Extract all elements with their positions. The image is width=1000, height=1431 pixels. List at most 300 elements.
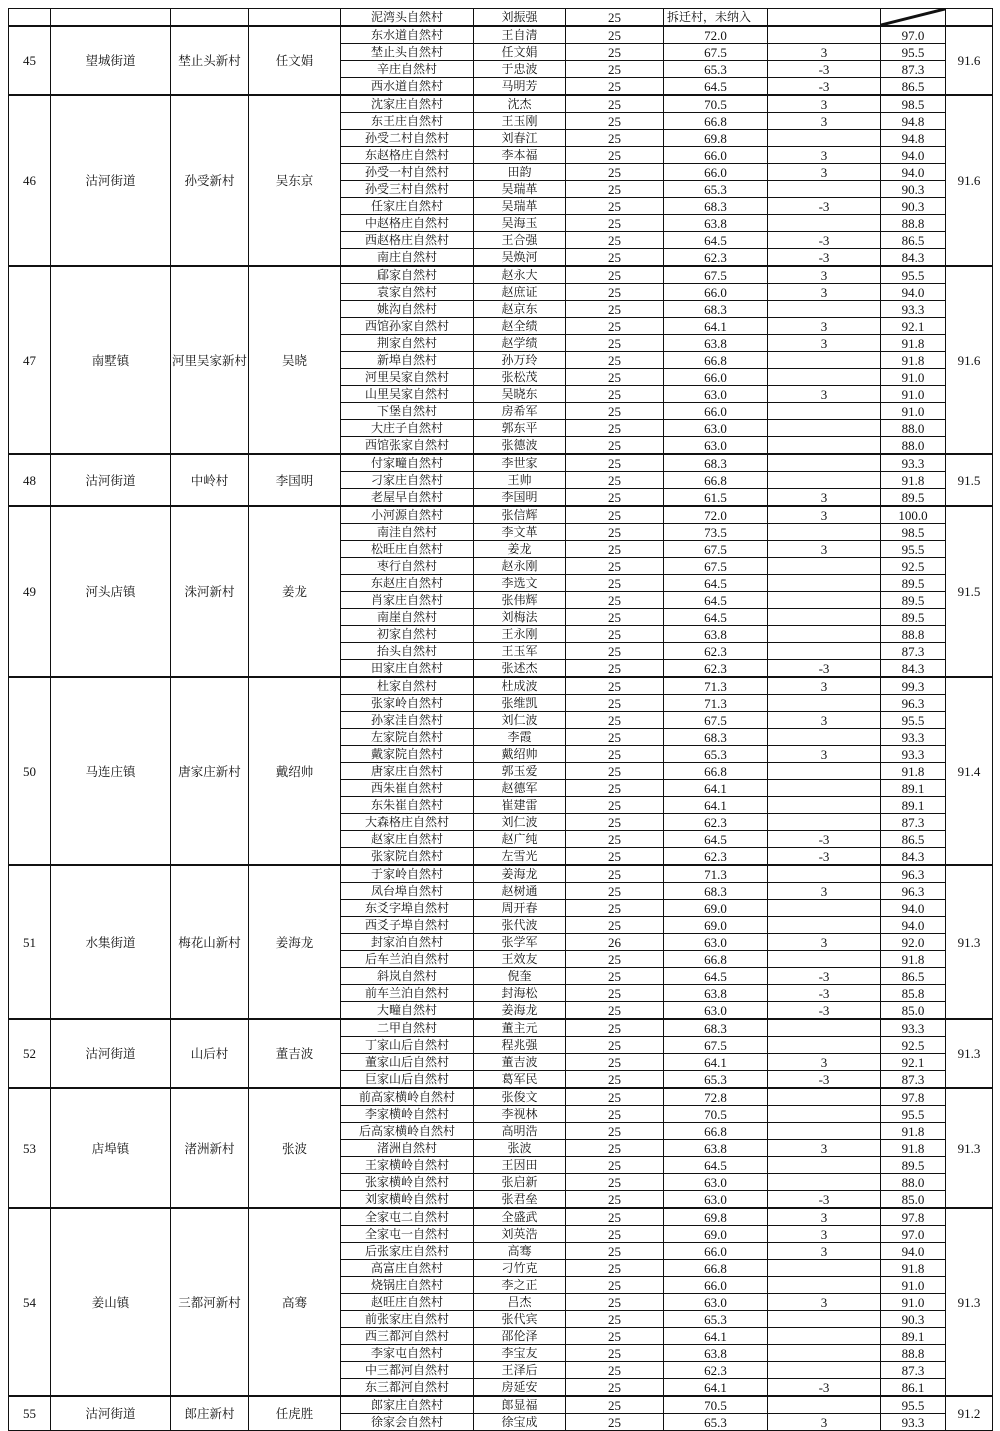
cell-base-score: 25 [566, 712, 664, 729]
cell-adjust: -3 [768, 985, 881, 1002]
cell-village: 后车兰泊自然村 [341, 951, 474, 968]
cell-adjust: 3 [768, 1054, 881, 1071]
cell-total: 98.5 [881, 95, 946, 113]
cell-base-score: 25 [566, 164, 664, 181]
cell-adjust: 3 [768, 147, 881, 164]
cell-village: 前张家庄自然村 [341, 1311, 474, 1328]
cell-score: 67.5 [664, 44, 768, 61]
cell-avg: 91.6 [946, 95, 993, 266]
cell-adjust: 3 [768, 164, 881, 181]
cell-total: 91.0 [881, 403, 946, 420]
cell-village: 前高家横岭自然村 [341, 1088, 474, 1106]
cell-person: 高明浩 [474, 1123, 566, 1140]
cell-no [9, 9, 51, 27]
cell-total: 91.8 [881, 1140, 946, 1157]
cell-adjust [768, 1157, 881, 1174]
cell-base-score: 25 [566, 352, 664, 369]
cell-person: 姜龙 [474, 541, 566, 558]
cell-adjust [768, 1174, 881, 1191]
cell-person: 王永刚 [474, 626, 566, 643]
cell-total: 96.3 [881, 865, 946, 883]
cell-score: 63.8 [664, 1345, 768, 1362]
cell-score: 68.3 [664, 1019, 768, 1037]
cell-village: 杜家自然村 [341, 677, 474, 695]
cell-person: 李国明 [474, 489, 566, 507]
cell-town: 店埠镇 [51, 1088, 171, 1208]
cell-person: 戴绍帅 [474, 746, 566, 763]
cell-base-score: 25 [566, 558, 664, 575]
cell-adjust [768, 1106, 881, 1123]
cell-adjust: -3 [768, 848, 881, 866]
cell-score: 63.0 [664, 420, 768, 437]
cell-no: 49 [9, 506, 51, 677]
cell-base-score: 25 [566, 814, 664, 831]
cell-score: 63.8 [664, 1140, 768, 1157]
cell-score: 66.0 [664, 164, 768, 181]
cell-village: 松旺庄自然村 [341, 541, 474, 558]
cell-base-score: 25 [566, 1243, 664, 1260]
cell-base-score: 25 [566, 1379, 664, 1397]
cell-score: 66.0 [664, 1243, 768, 1260]
cell-leader: 张波 [249, 1088, 341, 1208]
cell-score: 64.5 [664, 968, 768, 985]
cell-base-score: 25 [566, 44, 664, 61]
cell-adjust [768, 814, 881, 831]
table-row [9, 95, 993, 113]
cell-base-score: 25 [566, 831, 664, 848]
cell-score: 66.8 [664, 472, 768, 489]
table-row [9, 506, 993, 524]
cell-village: 郈家自然村 [341, 266, 474, 284]
cell-base-score: 25 [566, 1157, 664, 1174]
cell-score: 63.0 [664, 1294, 768, 1311]
cell-no: 53 [9, 1088, 51, 1208]
cell-town: 沽河街道 [51, 1396, 171, 1431]
cell-score: 67.5 [664, 266, 768, 284]
cell-base-score: 25 [566, 506, 664, 524]
cell-total: 89.5 [881, 489, 946, 507]
cell-base-score: 25 [566, 1328, 664, 1345]
cell-person: 高骞 [474, 1243, 566, 1260]
cell-avg: 91.3 [946, 1208, 993, 1396]
cell-village: 老屋早自然村 [341, 489, 474, 507]
cell-no: 51 [9, 865, 51, 1019]
cell-score: 67.5 [664, 541, 768, 558]
cell-leader: 姜龙 [249, 506, 341, 677]
cell-score: 63.0 [664, 1174, 768, 1191]
cell-village: 田家庄自然村 [341, 660, 474, 678]
cell-total: 97.0 [881, 1226, 946, 1243]
cell-base-score: 25 [566, 660, 664, 678]
cell-person: 姜海龙 [474, 865, 566, 883]
cell-adjust [768, 695, 881, 712]
cell-total: 91.0 [881, 369, 946, 386]
cell-no: 50 [9, 677, 51, 865]
cell-person: 吴焕河 [474, 249, 566, 267]
cell-person: 董主元 [474, 1019, 566, 1037]
cell-village: 东朱崔自然村 [341, 797, 474, 814]
cell-village: 南洼自然村 [341, 524, 474, 541]
cell-base-score: 25 [566, 968, 664, 985]
cell-total: 91.8 [881, 1260, 946, 1277]
cell-adjust [768, 1260, 881, 1277]
table-row [9, 454, 993, 472]
cell-person: 刘梅法 [474, 609, 566, 626]
cell-total: 91.8 [881, 335, 946, 352]
cell-person: 李选文 [474, 575, 566, 592]
cell-new-village: 河里吴家新村 [171, 266, 249, 454]
cell-total: 90.3 [881, 198, 946, 215]
cell-person: 张松茂 [474, 369, 566, 386]
cell-adjust: -3 [768, 78, 881, 96]
cell-base-score: 25 [566, 249, 664, 267]
cell-adjust [768, 780, 881, 797]
cell-adjust: 3 [768, 1226, 881, 1243]
table-row [9, 266, 993, 284]
cell-leader: 戴绍帅 [249, 677, 341, 865]
cell-total: 89.5 [881, 592, 946, 609]
cell-score: 70.5 [664, 95, 768, 113]
cell-total: 95.5 [881, 1106, 946, 1123]
cell-village: 张家院自然村 [341, 848, 474, 866]
cell-new-village: 中岭村 [171, 454, 249, 506]
cell-person: 张信辉 [474, 506, 566, 524]
cell-adjust: -3 [768, 1071, 881, 1089]
cell-base-score: 25 [566, 1002, 664, 1020]
cell-score: 69.0 [664, 900, 768, 917]
cell-total: 95.5 [881, 266, 946, 284]
cell-base-score: 25 [566, 1071, 664, 1089]
cell-base-score: 25 [566, 266, 664, 284]
cell-score: 64.5 [664, 78, 768, 96]
table-row [9, 677, 993, 695]
cell-new-village: 梅花山新村 [171, 865, 249, 1019]
cell-score: 67.5 [664, 712, 768, 729]
cell-total: 92.5 [881, 1037, 946, 1054]
cell-adjust: -3 [768, 198, 881, 215]
cell-base-score: 25 [566, 420, 664, 437]
cell-adjust [768, 900, 881, 917]
cell-avg: 91.5 [946, 506, 993, 677]
cell-person: 赵庶证 [474, 284, 566, 301]
cell-total: 90.3 [881, 1311, 946, 1328]
cell-total: 91.0 [881, 386, 946, 403]
cell-person: 王玉军 [474, 643, 566, 660]
cell-person: 吴晓东 [474, 386, 566, 403]
cell-town: 沽河街道 [51, 1019, 171, 1088]
cell-total: 88.8 [881, 1345, 946, 1362]
cell-total: 93.3 [881, 301, 946, 318]
cell-adjust [768, 1328, 881, 1345]
cell-total: 88.0 [881, 420, 946, 437]
cell-person: 倪奎 [474, 968, 566, 985]
cell-base-score: 25 [566, 198, 664, 215]
cell-base-score: 25 [566, 575, 664, 592]
cell-score: 64.5 [664, 831, 768, 848]
cell-village: 付家疃自然村 [341, 454, 474, 472]
cell-score: 69.8 [664, 130, 768, 147]
cell-village: 左家院自然村 [341, 729, 474, 746]
cell-adjust: 3 [768, 1140, 881, 1157]
cell-adjust [768, 1123, 881, 1140]
cell-total: 96.3 [881, 883, 946, 900]
cell-total: 84.3 [881, 249, 946, 267]
cell-village: 山里吴家自然村 [341, 386, 474, 403]
cell-village: 河里吴家自然村 [341, 369, 474, 386]
cell-adjust: 3 [768, 489, 881, 507]
cell-village: 东水道自然村 [341, 26, 474, 44]
cell-base-score: 25 [566, 951, 664, 968]
cell-person: 张君垒 [474, 1191, 566, 1209]
cell-score: 65.3 [664, 61, 768, 78]
cell-village: 西馆孙家自然村 [341, 318, 474, 335]
cell-adjust [768, 575, 881, 592]
cell-village: 荆家自然村 [341, 335, 474, 352]
table-row-demolished [9, 9, 993, 27]
cell-village: 丁家山后自然村 [341, 1037, 474, 1054]
table-row [9, 1208, 993, 1226]
cell-score: 64.5 [664, 1157, 768, 1174]
cell-person: 李宝友 [474, 1345, 566, 1362]
cell-adjust: -3 [768, 1191, 881, 1209]
cell-person: 张述杰 [474, 660, 566, 678]
table-row [9, 26, 993, 44]
cell-village: 东王庄自然村 [341, 113, 474, 130]
cell-adjust [768, 524, 881, 541]
cell-total: 87.3 [881, 643, 946, 660]
cell-total: 89.5 [881, 1157, 946, 1174]
cell-person: 程兆强 [474, 1037, 566, 1054]
cell-adjust [768, 9, 881, 27]
cell-score: 64.5 [664, 575, 768, 592]
cell-adjust: 3 [768, 95, 881, 113]
cell-person: 王帅 [474, 472, 566, 489]
cell-total: 86.5 [881, 968, 946, 985]
cell-leader: 吴晓 [249, 266, 341, 454]
cell-person: 张德波 [474, 437, 566, 455]
cell-adjust [768, 643, 881, 660]
cell-avg: 91.6 [946, 266, 993, 454]
cell-person: 赵学绩 [474, 335, 566, 352]
cell-total: 94.0 [881, 900, 946, 917]
cell-person: 李霞 [474, 729, 566, 746]
cell-total: 93.3 [881, 1414, 946, 1431]
cell-village: 姚沟自然村 [341, 301, 474, 318]
cell-leader: 姜海龙 [249, 865, 341, 1019]
cell-avg: 91.6 [946, 26, 993, 95]
cell-score: 68.3 [664, 883, 768, 900]
cell-no: 45 [9, 26, 51, 95]
cell-total: 95.5 [881, 541, 946, 558]
cell-person: 刘仁波 [474, 814, 566, 831]
cell-total: 93.3 [881, 729, 946, 746]
cell-leader: 李国明 [249, 454, 341, 506]
cell-person: 赵广纯 [474, 831, 566, 848]
cell-score: 64.1 [664, 1328, 768, 1345]
cell-base-score: 25 [566, 147, 664, 164]
cell-adjust: -3 [768, 660, 881, 678]
cell-score: 63.8 [664, 215, 768, 232]
cell-total: 98.5 [881, 524, 946, 541]
cell-village: 二甲自然村 [341, 1019, 474, 1037]
cell-no: 54 [9, 1208, 51, 1396]
cell-town: 马连庄镇 [51, 677, 171, 865]
cell-adjust [768, 130, 881, 147]
cell-score: 71.3 [664, 865, 768, 883]
cell-adjust [768, 763, 881, 780]
cell-person: 刘春江 [474, 130, 566, 147]
cell-score: 66.8 [664, 1260, 768, 1277]
cell-village: 凤台埠自然村 [341, 883, 474, 900]
cell-adjust: 3 [768, 506, 881, 524]
cell-score: 69.0 [664, 1226, 768, 1243]
cell-base-score: 25 [566, 917, 664, 934]
cell-avg: 91.4 [946, 677, 993, 865]
cell-total: 86.5 [881, 831, 946, 848]
cell-score: 64.5 [664, 232, 768, 249]
cell-adjust: 3 [768, 284, 881, 301]
cell-adjust [768, 437, 881, 455]
cell-person: 邵伦泽 [474, 1328, 566, 1345]
cell-base-score: 25 [566, 489, 664, 507]
cell-avg: 91.5 [946, 454, 993, 506]
cell-total: 92.1 [881, 318, 946, 335]
cell-base-score: 25 [566, 643, 664, 660]
cell-person: 张学军 [474, 934, 566, 951]
cell-total: 94.0 [881, 284, 946, 301]
cell-total: 97.8 [881, 1208, 946, 1226]
cell-score: 66.8 [664, 352, 768, 369]
cell-person: 吴瑞革 [474, 198, 566, 215]
cell-village: 戴家院自然村 [341, 746, 474, 763]
cell-person: 张代波 [474, 917, 566, 934]
cell-base-score: 25 [566, 1054, 664, 1071]
cell-score: 66.0 [664, 1277, 768, 1294]
cell-total: 94.8 [881, 113, 946, 130]
cell-total: 93.3 [881, 454, 946, 472]
cell-total: 88.0 [881, 1174, 946, 1191]
cell-new-village: 山后村 [171, 1019, 249, 1088]
cell-village: 初家自然村 [341, 626, 474, 643]
cell-person: 杜成波 [474, 677, 566, 695]
cell-score: 62.3 [664, 814, 768, 831]
cell-village: 斜岚自然村 [341, 968, 474, 985]
cell-person: 郭东平 [474, 420, 566, 437]
cell-base-score: 25 [566, 1414, 664, 1431]
table-row [9, 1088, 993, 1106]
table-row [9, 1019, 993, 1037]
cell-total: 87.3 [881, 1071, 946, 1089]
cell-base-score: 25 [566, 1088, 664, 1106]
cell-base-score: 25 [566, 232, 664, 249]
cell-base-score: 25 [566, 780, 664, 797]
cell-base-score: 25 [566, 335, 664, 352]
cell-score: 66.0 [664, 147, 768, 164]
cell-adjust: -3 [768, 968, 881, 985]
cell-village: 袁家自然村 [341, 284, 474, 301]
cell-note: 拆迁村，未纳入 [664, 9, 768, 27]
cell-village: 西三都河自然村 [341, 1328, 474, 1345]
cell-base-score: 25 [566, 26, 664, 44]
cell-base-score: 25 [566, 181, 664, 198]
cell-person: 王合强 [474, 232, 566, 249]
cell-village: 前车兰泊自然村 [341, 985, 474, 1002]
cell-base-score: 25 [566, 95, 664, 113]
cell-village: 东爻字埠自然村 [341, 900, 474, 917]
cell-adjust: -3 [768, 232, 881, 249]
cell-adjust [768, 1088, 881, 1106]
cell-base-score: 25 [566, 113, 664, 130]
cell-person: 张维凯 [474, 695, 566, 712]
cell-total: 94.0 [881, 917, 946, 934]
cell-score: 65.3 [664, 1071, 768, 1089]
cell-total: 88.8 [881, 215, 946, 232]
cell-leader: 高骞 [249, 1208, 341, 1396]
cell-base-score: 25 [566, 215, 664, 232]
cell-adjust [768, 369, 881, 386]
cell-no: 46 [9, 95, 51, 266]
cell-score: 66.8 [664, 113, 768, 130]
cell-no: 55 [9, 1396, 51, 1431]
cell-adjust [768, 1019, 881, 1037]
cell-no: 47 [9, 266, 51, 454]
cell-score: 63.0 [664, 1002, 768, 1020]
cell-village: 王家横岭自然村 [341, 1157, 474, 1174]
cell-leader: 吴东京 [249, 95, 341, 266]
cell-score: 63.0 [664, 437, 768, 455]
cell-total: 87.3 [881, 61, 946, 78]
cell-adjust [768, 865, 881, 883]
cell-village: 董家山后自然村 [341, 1054, 474, 1071]
cell-adjust: 3 [768, 386, 881, 403]
cell-score: 68.3 [664, 729, 768, 746]
cell-village: 西朱崔自然村 [341, 780, 474, 797]
cell-base-score: 25 [566, 900, 664, 917]
cell-village: 任家庄自然村 [341, 198, 474, 215]
cell-village: 赵旺庄自然村 [341, 1294, 474, 1311]
cell-score: 68.3 [664, 198, 768, 215]
cell-total: 92.5 [881, 558, 946, 575]
cell-leader: 董吉波 [249, 1019, 341, 1088]
cell-person: 王自清 [474, 26, 566, 44]
cell-score: 63.0 [664, 386, 768, 403]
cell-village: 新埠自然村 [341, 352, 474, 369]
cell-person: 张启新 [474, 1174, 566, 1191]
cell-village: 刁家庄自然村 [341, 472, 474, 489]
cell-person: 姜海龙 [474, 1002, 566, 1020]
cell-village: 大疃自然村 [341, 1002, 474, 1020]
cell-base-score: 25 [566, 865, 664, 883]
cell-adjust: -3 [768, 831, 881, 848]
cell-adjust: -3 [768, 249, 881, 267]
cell-adjust [768, 215, 881, 232]
cell-base-score: 25 [566, 592, 664, 609]
cell-score: 66.0 [664, 403, 768, 420]
cell-village: 泥湾头自然村 [341, 9, 474, 27]
cell-no: 52 [9, 1019, 51, 1088]
cell-base-score: 25 [566, 1174, 664, 1191]
cell-total: 89.5 [881, 575, 946, 592]
cell-adjust: -3 [768, 1379, 881, 1397]
cell-total: 91.8 [881, 1123, 946, 1140]
cell-person: 赵永大 [474, 266, 566, 284]
cell-village: 刘家横岭自然村 [341, 1191, 474, 1209]
cell-score: 65.3 [664, 1311, 768, 1328]
cell-adjust [768, 558, 881, 575]
cell-village: 赵家庄自然村 [341, 831, 474, 848]
cell-total: 88.8 [881, 626, 946, 643]
cell-person: 房希军 [474, 403, 566, 420]
